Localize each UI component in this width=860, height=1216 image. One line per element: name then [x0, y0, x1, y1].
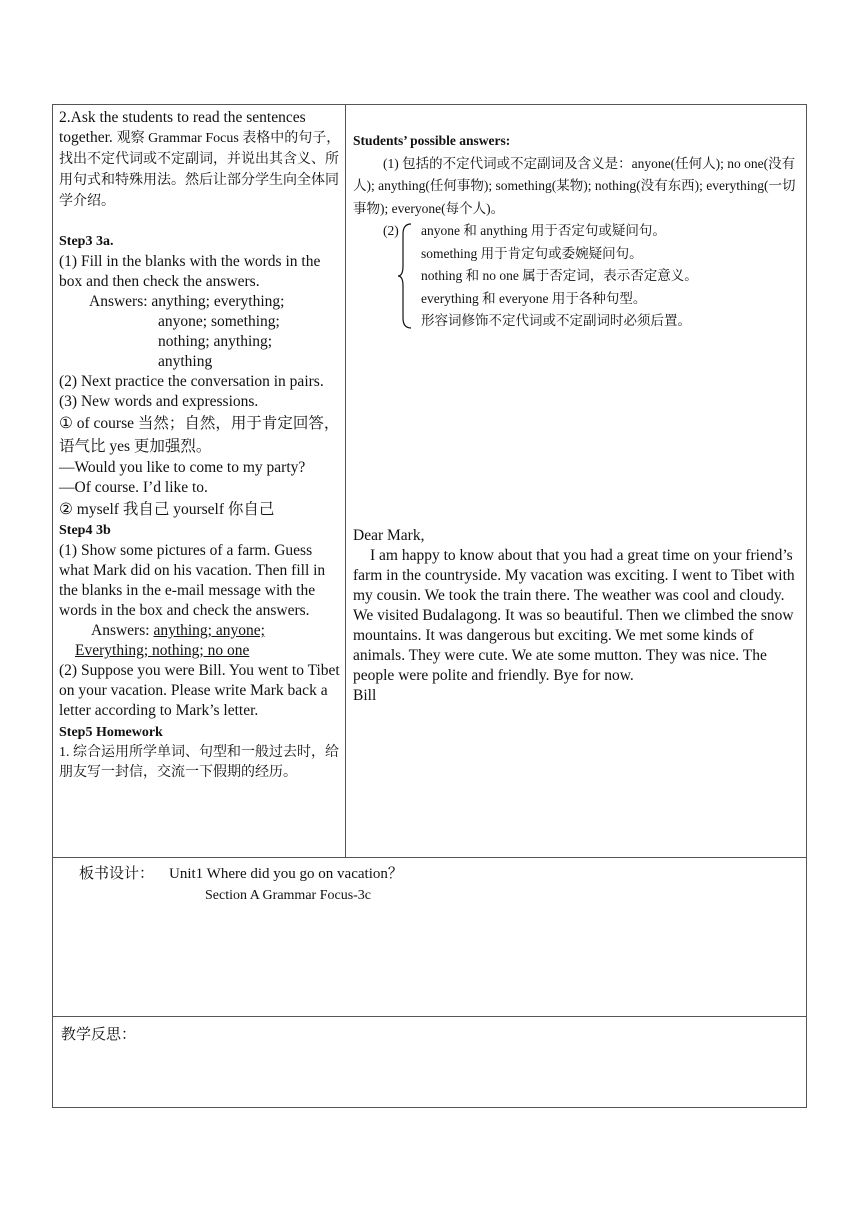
answer-2-line: 形容词修饰不定代词或不定副词时必须后置。 — [421, 313, 691, 328]
step3-answers-2: anyone; something; — [158, 313, 280, 330]
board-design — [79, 863, 403, 907]
step3-item-1: (1) Fill in the blanks with the words in the box and then check the answers. — [59, 253, 321, 290]
step4-answers-label: Answers: — [91, 622, 154, 639]
step3-answers-3: nothing; anything; — [158, 333, 273, 350]
step4-item-1: (1) Show some pictures of a farm. Guess what Mark did on his vacation. Then fill in the blanks in the e-mail message with the words in the box and check the answers. — [59, 542, 326, 619]
answer-2-line: nothing 和 no one 属于否定词，表示否定意义。 — [421, 268, 698, 283]
answer-2-line: everything 和 everyone 用于各种句型。 — [421, 290, 647, 306]
word-of-course: ① of course 当然；自然，用于肯定回答，语气比 yes 更加强烈。 — [59, 415, 340, 455]
dialog-line-1: —Would you like to come to my party? — [59, 459, 306, 476]
answers-title: Students’ possible answers: — [353, 133, 511, 148]
procedure-cell — [59, 108, 341, 783]
step3-item-2: (2) Next practice the conversation in pairs. — [59, 373, 324, 390]
answer-2-line: something 用于肯定句或委婉疑问句。 — [421, 245, 643, 261]
column-divider — [345, 105, 346, 858]
reflection-label: 教学反思： — [61, 1027, 137, 1043]
step3-title: Step3 3a. — [59, 234, 114, 249]
step4-answers-1: anything; anyone; — [153, 622, 265, 639]
intro-zh-text: 观察 Grammar Focus 表格中的句子，找出不定代词或不定副词，并说出其含义、所用句式和特殊用法。然后让部分学生向全体同学介绍。 — [59, 131, 341, 209]
lesson-table — [52, 104, 807, 1108]
board-section-title: Section A Grammar Focus-3c — [205, 888, 372, 903]
curly-brace-icon — [397, 222, 413, 330]
word-myself: ② myself 我自己 yourself 你自己 — [59, 501, 275, 518]
answer-2-block — [353, 220, 801, 333]
step5-item-1: 1. 综合运用所学单词、句型和一般过去时，给朋友写一封信，交流一下假期的经历。 — [59, 745, 339, 780]
answers-cell — [353, 130, 801, 333]
step4-answers-2: Everything; nothing; no one — [75, 642, 250, 659]
answer-2-label: (2) — [383, 223, 399, 238]
step3-item-3: (3) New words and expressions. — [59, 393, 259, 410]
row-divider-board — [53, 857, 806, 858]
step5-title: Step5 Homework — [59, 725, 163, 740]
intro-text: 2.Ask the students to read the sentences together. — [59, 109, 306, 146]
sample-letter — [353, 526, 803, 706]
letter-greeting: Dear Mark, — [353, 527, 425, 544]
row-divider-reflection — [53, 1016, 806, 1017]
letter-signature: Bill — [353, 687, 377, 704]
step4-title: Step4 3b — [59, 523, 111, 538]
step3-answers-1: Answers: anything; everything; — [89, 293, 285, 310]
teaching-reflection — [61, 1023, 136, 1044]
board-label: 板书设计： — [79, 866, 155, 882]
answer-2-line: anyone 和 anything 用于否定句或疑问句。 — [421, 223, 666, 238]
step4-item-2: (2) Suppose you were Bill. You went to Tibet on your vacation. Please write Mark back a letter according to Mark’s letter. — [59, 662, 340, 719]
letter-body: I am happy to know about that you had a great time on your friend’s farm in the countryside. My vacation was exciting. I went to Tibet with my cousin. We took the train there. The weather was cool and cloudy. We visited Budalagong. It was so beautiful. Then we climbed the snow mountains. It was dangerous but exciting. We met some kinds of animals. They were cute. We ate some mutton. They was nice. The people were polite and friendly. Bye for now. — [353, 547, 795, 684]
step3-answers-4: anything — [158, 353, 213, 370]
answer-1: (1) 包括的不定代词或不定副词及含义是：anyone(任何人); no one(没有人); anything(任何事物); something(某物); nothing(没有东西); everything(一切事物); everyone(每个人)。 — [353, 155, 796, 216]
board-unit-title: Unit1 Where did you go on vacation？ — [169, 866, 403, 882]
dialog-line-2: —Of course. I’d like to. — [59, 479, 208, 496]
